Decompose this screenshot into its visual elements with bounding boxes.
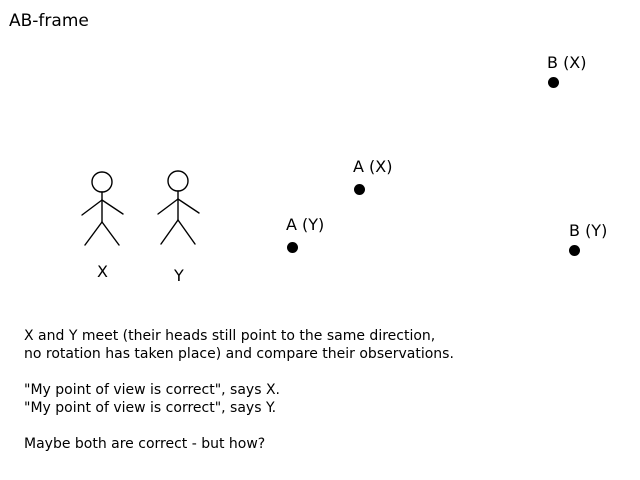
point-a-x: [354, 184, 365, 195]
blank-line: [24, 417, 454, 435]
stick-figure-x-icon: [78, 170, 128, 248]
point-b-y: [569, 245, 580, 256]
description-text: [24, 327, 454, 453]
quote-x: "My point of view is correct", says X.: [24, 382, 280, 398]
question-line: Maybe both are correct - but how?: [24, 436, 266, 452]
description-line-1: X and Y meet (their heads still point to the same direction,: [24, 328, 436, 344]
point-a-y: [287, 242, 298, 253]
blank-line: [24, 363, 454, 381]
description-line-2: no rotation has taken place) and compare their observations.: [24, 346, 454, 362]
stick-figure-y: [155, 170, 205, 248]
figure-y-label: Y: [174, 266, 184, 285]
point-b-x-label: B (X): [547, 53, 587, 72]
point-a-x-label: A (X): [353, 157, 393, 176]
point-b-x: [548, 77, 559, 88]
stick-figure-y-icon: [155, 170, 205, 248]
point-b-y-label: B (Y): [569, 221, 608, 240]
stick-figure-x: [78, 170, 128, 248]
quote-y: "My point of view is correct", says Y.: [24, 400, 277, 416]
figure-x-label: X: [97, 262, 108, 281]
point-a-y-label: A (Y): [286, 215, 325, 234]
page-title: AB-frame: [9, 11, 89, 31]
